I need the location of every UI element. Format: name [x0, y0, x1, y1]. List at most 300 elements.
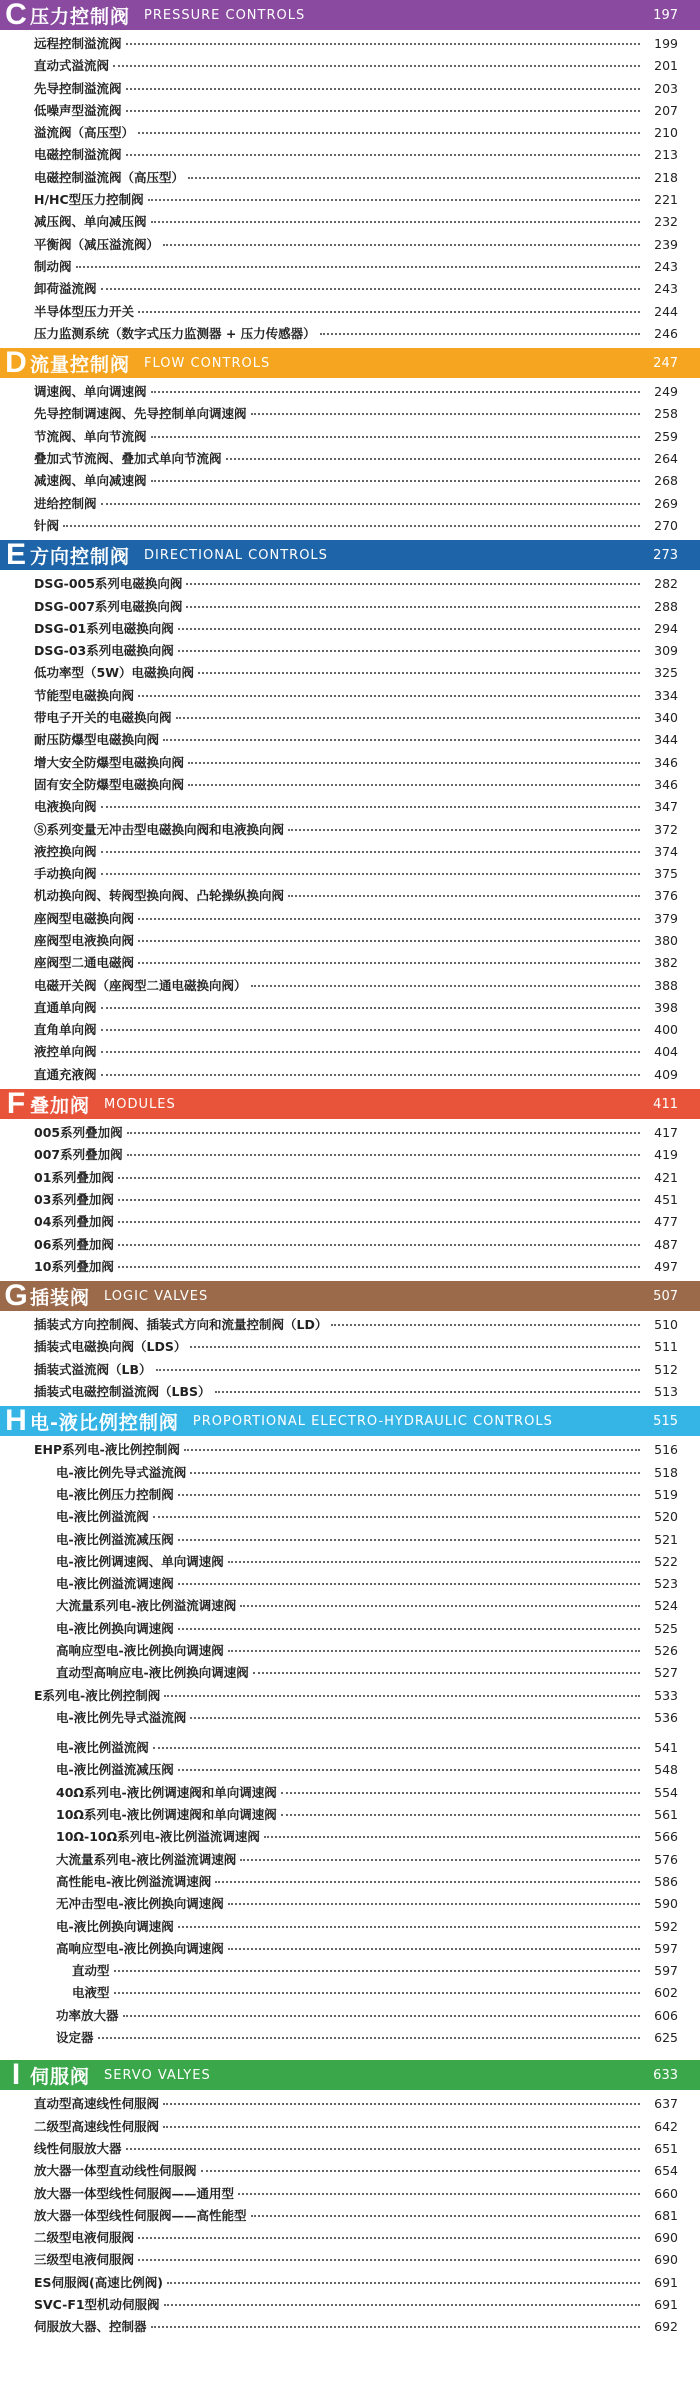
entry-title: 直动型高速线性伺服阀 [34, 2096, 160, 2112]
entry-dot-leader [190, 1472, 640, 1474]
entry-title: DSG-01系列电磁换向阀 [34, 620, 174, 636]
entry-dot-leader [98, 2037, 640, 2039]
entry-title: 二级型高速线性伺服阀 [34, 2118, 160, 2134]
section-title-cn: 叠加阀 [30, 1094, 91, 1117]
entry-title: 液控换向阀 [34, 843, 97, 859]
entry-title: 高性能电-液比例溢流调速阀 [56, 1873, 212, 1889]
toc-entry[interactable] [0, 381, 700, 403]
section-entries [0, 1436, 700, 2052]
entry-title: 减压阀、单向减压阀 [34, 214, 147, 230]
entry-title: 二级型电液伺服阀 [34, 2230, 135, 2246]
toc-entry[interactable] [0, 1595, 700, 1617]
entry-page-number: 597 [654, 1963, 678, 1979]
toc-entry[interactable] [0, 1359, 700, 1381]
toc-section-c [0, 0, 700, 348]
entry-page-number: 344 [654, 732, 678, 748]
entry-title: 01系列叠加阀 [34, 1169, 114, 1185]
entry-title: 叠加式节流阀、叠加式单向节流阀 [34, 451, 222, 467]
toc-entry[interactable] [0, 952, 700, 974]
toc-entry[interactable] [0, 2205, 700, 2227]
section-title-en: FLOW CONTROLS [144, 355, 271, 371]
toc-entry[interactable] [0, 2227, 700, 2249]
toc-entry[interactable] [0, 1041, 700, 1063]
entry-title: 耐压防爆型电磁换向阀 [34, 732, 160, 748]
toc-section-i [0, 2060, 700, 2341]
entry-dot-leader [151, 2326, 640, 2328]
toc-entry[interactable] [0, 1759, 700, 1781]
entry-title: 放大器一体型线性伺服阀——通用型 [34, 2185, 235, 2201]
section-entries [0, 378, 700, 540]
entry-dot-leader [188, 762, 640, 764]
section-header[interactable] [0, 540, 700, 570]
section-title-cn: 伺服阀 [30, 2065, 91, 2088]
entry-page-number: 554 [654, 1784, 678, 1800]
entry-dot-leader [288, 829, 640, 831]
toc-entry[interactable] [0, 1960, 700, 1982]
entry-dot-leader [188, 784, 640, 786]
entry-page-number: 309 [654, 643, 678, 659]
entry-dot-leader [238, 2193, 640, 2195]
entry-page-number: 525 [654, 1620, 678, 1636]
section-header[interactable] [0, 1406, 700, 1436]
entry-title: 放大器一体型线性伺服阀——高性能型 [34, 2207, 247, 2223]
entry-title: 插装式方向控制阀、插装式方向和流量控制阀（LD） [34, 1317, 328, 1333]
section-entries [0, 570, 700, 1089]
entry-title: 06系列叠加阀 [34, 1236, 114, 1252]
toc-entry[interactable] [0, 1144, 700, 1166]
entry-page-number: 451 [654, 1191, 678, 1207]
entry-page-number: 199 [654, 36, 678, 51]
entry-page-number: 210 [654, 125, 678, 141]
toc-entry[interactable] [0, 863, 700, 885]
toc-entry[interactable] [0, 1707, 700, 1729]
entry-dot-leader [251, 2215, 640, 2217]
toc-entry[interactable] [0, 930, 700, 952]
entry-page-number: 527 [654, 1665, 678, 1681]
entry-title: 压力监测系统（数字式压力监测器 + 压力传感器） [34, 325, 316, 341]
section-letter: D [5, 346, 27, 380]
toc-entry[interactable] [0, 685, 700, 707]
entry-dot-leader [253, 1672, 640, 1674]
entry-title: 04系列叠加阀 [34, 1214, 114, 1230]
entry-page-number: 347 [654, 799, 678, 815]
entry-page-number: 376 [654, 888, 678, 904]
section-page-number: 273 [653, 547, 678, 563]
entry-dot-leader [163, 739, 640, 741]
entry-title: 调速阀、单向调速阀 [34, 384, 147, 400]
toc-entry[interactable] [0, 2316, 700, 2338]
entry-title: 直动式溢流阀 [34, 58, 110, 74]
entry-title: 伺服放大器、控制器 [34, 2319, 147, 2335]
toc-entry[interactable] [0, 1484, 700, 1506]
entry-page-number: 497 [654, 1258, 678, 1274]
toc-entry[interactable] [0, 2116, 700, 2138]
entry-dot-leader [118, 1244, 640, 1246]
toc-entry[interactable] [0, 2138, 700, 2160]
section-header[interactable] [0, 0, 700, 30]
toc-entry[interactable] [0, 1381, 700, 1403]
entry-dot-leader [240, 1605, 640, 1607]
entry-title: 电磁开关阀（座阀型二通电磁换向阀） [34, 977, 247, 993]
section-entries [0, 2090, 700, 2341]
entry-page-number: 346 [654, 754, 678, 770]
entry-dot-leader [63, 525, 640, 527]
entry-page-number: 602 [654, 1985, 678, 2001]
entry-title: 直通单向阀 [34, 999, 97, 1015]
entry-dot-leader [228, 1650, 640, 1652]
entry-title: E系列电-液比例控制阀 [34, 1687, 161, 1703]
entry-title: 电-液比例压力控制阀 [56, 1486, 174, 1502]
entry-title: 电磁控制溢流阀（高压型） [34, 169, 185, 185]
entry-dot-leader [76, 266, 640, 268]
entry-page-number: 404 [654, 1044, 678, 1060]
toc-entry[interactable] [0, 211, 700, 233]
entry-dot-leader [126, 2148, 640, 2150]
toc-entry[interactable] [0, 167, 700, 189]
entry-title: 03系列叠加阀 [34, 1191, 114, 1207]
entry-gap [0, 1729, 700, 1737]
toc-entry[interactable] [0, 1529, 700, 1551]
entry-title: 电-液比例换向调速阀 [56, 1918, 174, 1934]
entry-title: 电-液比例先导式溢流阀 [56, 1464, 187, 1480]
toc-entry[interactable] [0, 256, 700, 278]
entry-page-number: 487 [654, 1236, 678, 1252]
toc-entry[interactable] [0, 1336, 700, 1358]
entry-dot-leader [288, 895, 640, 897]
entry-dot-leader [226, 458, 640, 460]
toc-entry[interactable] [0, 1462, 700, 1484]
entry-page-number: 249 [654, 384, 678, 400]
toc-entry[interactable] [0, 1782, 700, 1804]
entry-title: DSG-007系列电磁换向阀 [34, 598, 183, 614]
entry-page-number: 524 [654, 1598, 678, 1614]
entry-title: 电液换向阀 [34, 799, 97, 815]
toc-entry[interactable] [0, 2183, 700, 2205]
toc-entry[interactable] [0, 2249, 700, 2271]
entry-dot-leader [151, 480, 640, 482]
entry-page-number: 398 [654, 999, 678, 1015]
toc-entry[interactable] [0, 2027, 700, 2049]
entry-dot-leader [118, 1199, 640, 1201]
entry-page-number: 239 [654, 236, 678, 252]
entry-title: 手动换向阀 [34, 866, 97, 882]
entry-page-number: 511 [654, 1339, 678, 1355]
entry-dot-leader [138, 311, 640, 313]
entry-dot-leader [114, 1992, 640, 1994]
entry-page-number: 264 [654, 451, 678, 467]
toc-entry[interactable] [0, 774, 700, 796]
section-header[interactable] [0, 1089, 700, 1119]
entry-page-number: 379 [654, 910, 678, 926]
entry-title: 电-液比例先导式溢流阀 [56, 1709, 187, 1725]
toc-entry[interactable] [0, 1618, 700, 1640]
entry-page-number: 681 [654, 2207, 678, 2223]
toc-entry[interactable] [0, 1314, 700, 1336]
toc-entry[interactable] [0, 2272, 700, 2294]
entry-page-number: 288 [654, 598, 678, 614]
toc-entry[interactable] [0, 144, 700, 166]
toc-entry[interactable] [0, 885, 700, 907]
toc-entry[interactable] [0, 1982, 700, 2004]
entry-page-number: 340 [654, 710, 678, 726]
entry-title: 针阀 [34, 517, 60, 533]
section-entries [0, 1311, 700, 1406]
section-title-en: MODULES [104, 1096, 176, 1112]
toc-entry[interactable] [0, 1916, 700, 1938]
toc-entry[interactable] [0, 234, 700, 256]
entry-title: 插装式溢流阀（LB） [34, 1361, 152, 1377]
entry-title: 设定器 [56, 2030, 94, 2046]
entry-title: 座阀型电液换向阀 [34, 932, 135, 948]
entry-title: 线性伺服放大器 [34, 2140, 122, 2156]
toc-entry[interactable] [0, 515, 700, 537]
entry-dot-leader [215, 1391, 641, 1393]
entry-page-number: 642 [654, 2118, 678, 2134]
toc-entry[interactable] [0, 729, 700, 751]
entry-page-number: 409 [654, 1066, 678, 1082]
toc-entry[interactable] [0, 278, 700, 300]
toc-entry[interactable] [0, 819, 700, 841]
entry-dot-leader [178, 1628, 640, 1630]
toc-entry[interactable] [0, 33, 700, 55]
entry-dot-leader [118, 1266, 640, 1268]
entry-page-number: 522 [654, 1553, 678, 1569]
toc-entry[interactable] [0, 908, 700, 930]
entry-dot-leader [126, 154, 640, 156]
entry-dot-leader [228, 1561, 640, 1563]
toc-entry[interactable] [0, 662, 700, 684]
toc-entry[interactable] [0, 707, 700, 729]
toc-entry[interactable] [0, 841, 700, 863]
entry-title: 无冲击型电-液比例换向调速阀 [56, 1896, 224, 1912]
entry-title: 10系列叠加阀 [34, 1258, 114, 1274]
toc-entry[interactable] [0, 1551, 700, 1573]
toc-entry[interactable] [0, 1826, 700, 1848]
toc-entry[interactable] [0, 975, 700, 997]
toc-entry[interactable] [0, 1938, 700, 1960]
toc-entry[interactable] [0, 2093, 700, 2115]
toc-entry[interactable] [0, 189, 700, 211]
toc-entry[interactable] [0, 1737, 700, 1759]
entry-dot-leader [281, 1792, 640, 1794]
entry-title: 增大安全防爆型电磁换向阀 [34, 754, 185, 770]
toc-entry[interactable] [0, 1640, 700, 1662]
entry-page-number: 512 [654, 1361, 678, 1377]
entry-page-number: 690 [654, 2252, 678, 2268]
entry-dot-leader [190, 1346, 640, 1348]
toc-entry[interactable] [0, 2160, 700, 2182]
entry-page-number: 541 [654, 1740, 678, 1756]
entry-dot-leader [118, 1221, 640, 1223]
toc-entry[interactable] [0, 1439, 700, 1461]
entry-dot-leader [138, 2237, 640, 2239]
toc-section-g [0, 1281, 700, 1406]
entry-dot-leader [101, 873, 640, 875]
entry-dot-leader [153, 1747, 640, 1749]
toc-entry[interactable] [0, 640, 700, 662]
entry-title: EHP系列电-液比例控制阀 [34, 1442, 180, 1458]
entry-page-number: 201 [654, 58, 678, 74]
toc-entry[interactable] [0, 1662, 700, 1684]
toc-entry[interactable] [0, 1871, 700, 1893]
entry-page-number: 533 [654, 1687, 678, 1703]
toc-entry[interactable] [0, 403, 700, 425]
entry-dot-leader [101, 1007, 640, 1009]
entry-dot-leader [163, 244, 640, 246]
entry-page-number: 690 [654, 2230, 678, 2246]
toc-entry[interactable] [0, 752, 700, 774]
entry-page-number: 548 [654, 1762, 678, 1778]
entry-page-number: 477 [654, 1214, 678, 1230]
entry-title: 005系列叠加阀 [34, 1125, 123, 1141]
entry-page-number: 519 [654, 1486, 678, 1502]
toc-entry[interactable] [0, 997, 700, 1019]
toc-entry[interactable] [0, 1256, 700, 1278]
toc-entry[interactable] [0, 323, 700, 345]
entry-page-number: 691 [654, 2274, 678, 2290]
entry-dot-leader [138, 2259, 640, 2261]
entry-page-number: 597 [654, 1940, 678, 1956]
entry-title: 低功率型（5W）电磁换向阀 [34, 665, 194, 681]
toc-entry[interactable] [0, 1849, 700, 1871]
section-title-en: PRESSURE CONTROLS [144, 7, 306, 23]
entry-dot-leader [178, 628, 640, 630]
entry-dot-leader [101, 1074, 640, 1076]
entry-dot-leader [123, 2015, 640, 2017]
toc-entry[interactable] [0, 1211, 700, 1233]
entry-title: 先导控制调速阀、先导控制单向调速阀 [34, 406, 247, 422]
entry-page-number: 207 [654, 102, 678, 118]
toc-section-h [0, 1406, 700, 2052]
toc-entry[interactable] [0, 1122, 700, 1144]
toc-entry[interactable] [0, 596, 700, 618]
toc-entry[interactable] [0, 470, 700, 492]
section-entries [0, 30, 700, 348]
entry-dot-leader [190, 1717, 640, 1719]
entry-dot-leader [176, 717, 640, 719]
toc-entry[interactable] [0, 426, 700, 448]
entry-title: DSG-005系列电磁换向阀 [34, 576, 183, 592]
entry-dot-leader [163, 2126, 640, 2128]
toc-entry[interactable] [0, 493, 700, 515]
entry-dot-leader [126, 43, 640, 45]
toc-entry[interactable] [0, 448, 700, 470]
section-title-cn: 流量控制阀 [30, 353, 131, 376]
toc-entry[interactable] [0, 100, 700, 122]
toc-entry[interactable] [0, 1189, 700, 1211]
section-title-cn: 方向控制阀 [30, 545, 131, 568]
toc-entry[interactable] [0, 1893, 700, 1915]
entry-title: 制动阀 [34, 258, 72, 274]
entry-dot-leader [138, 918, 640, 920]
entry-page-number: 419 [654, 1147, 678, 1163]
entry-dot-leader [118, 1177, 640, 1179]
entry-page-number: 513 [654, 1384, 678, 1400]
entry-dot-leader [138, 940, 640, 942]
toc-entry[interactable] [0, 2294, 700, 2316]
toc-entry[interactable] [0, 618, 700, 640]
entry-title: 电-液比例溢流调速阀 [56, 1576, 174, 1592]
entry-page-number: 510 [654, 1317, 678, 1333]
section-header[interactable] [0, 2060, 700, 2090]
toc-entry[interactable] [0, 1234, 700, 1256]
toc-entry[interactable] [0, 122, 700, 144]
entry-dot-leader [138, 695, 640, 697]
section-title-en: DIRECTIONAL CONTROLS [144, 547, 328, 563]
entry-page-number: 294 [654, 620, 678, 636]
entry-page-number: 232 [654, 214, 678, 230]
entry-dot-leader [320, 333, 640, 335]
entry-dot-leader [228, 1948, 640, 1950]
entry-page-number: 269 [654, 495, 678, 511]
section-title-cn: 电-液比例控制阀 [30, 1411, 179, 1434]
toc-entry[interactable] [0, 78, 700, 100]
entry-title: 卸荷溢流阀 [34, 281, 97, 297]
entry-dot-leader [101, 851, 640, 853]
entry-dot-leader [281, 1814, 640, 1816]
entry-title: 电-液比例溢流减压阀 [56, 1531, 174, 1547]
entry-page-number: 259 [654, 428, 678, 444]
entry-page-number: 520 [654, 1509, 678, 1525]
entry-dot-leader [164, 2304, 640, 2306]
toc-entry[interactable] [0, 1064, 700, 1086]
toc-entry[interactable] [0, 796, 700, 818]
entry-dot-leader [138, 132, 640, 134]
entry-title: SVC-F1型机动伺服阀 [34, 2297, 160, 2313]
toc-entry[interactable] [0, 55, 700, 77]
toc-entry[interactable] [0, 573, 700, 595]
entry-title: 节流阀、单向节流阀 [34, 428, 147, 444]
entry-page-number: 400 [654, 1022, 678, 1038]
entry-page-number: 325 [654, 665, 678, 681]
entry-page-number: 282 [654, 576, 678, 592]
entry-dot-leader [178, 650, 640, 652]
entry-title: 40Ω系列电-液比例调速阀和单向调速阀 [56, 1784, 277, 1800]
entry-title: Ⓢ系列变量无冲击型电磁换向阀和电液换向阀 [34, 821, 285, 837]
entry-page-number: 526 [654, 1643, 678, 1658]
toc-entry[interactable] [0, 301, 700, 323]
entry-title: 低噪声型溢流阀 [34, 102, 122, 118]
toc-entry[interactable] [0, 1167, 700, 1189]
section-header[interactable] [0, 1281, 700, 1311]
toc-entry[interactable] [0, 1506, 700, 1528]
entry-title: 固有安全防爆型电磁换向阀 [34, 776, 185, 792]
section-header[interactable] [0, 348, 700, 378]
toc-entry[interactable] [0, 1019, 700, 1041]
section-page-number: 507 [653, 1288, 678, 1304]
section-title-cn: 压力控制阀 [30, 5, 131, 28]
toc-entry[interactable] [0, 1804, 700, 1826]
entry-dot-leader [151, 391, 640, 393]
section-title-cn: 插装阀 [30, 1286, 91, 1309]
toc-entry[interactable] [0, 2005, 700, 2027]
entry-page-number: 346 [654, 776, 678, 792]
entry-title: 半导体型压力开关 [34, 303, 135, 319]
entry-title: 溢流阀（高压型） [34, 125, 135, 141]
toc-entry[interactable] [0, 1573, 700, 1595]
entry-dot-leader [101, 806, 640, 808]
section-title-en: SERVO VALYES [104, 2067, 211, 2083]
entry-title: 插装式电磁换向阀（LDS） [34, 1339, 187, 1355]
entry-dot-leader [127, 1132, 640, 1134]
entry-dot-leader [178, 1539, 640, 1541]
section-title-en: LOGIC VALVES [104, 1288, 209, 1304]
entry-page-number: 586 [654, 1873, 678, 1889]
entry-title: 高响应型电-液比例换向调速阀 [56, 1643, 224, 1658]
entry-page-number: 590 [654, 1896, 678, 1912]
entry-page-number: 372 [654, 821, 678, 837]
toc-entry[interactable] [0, 1685, 700, 1707]
